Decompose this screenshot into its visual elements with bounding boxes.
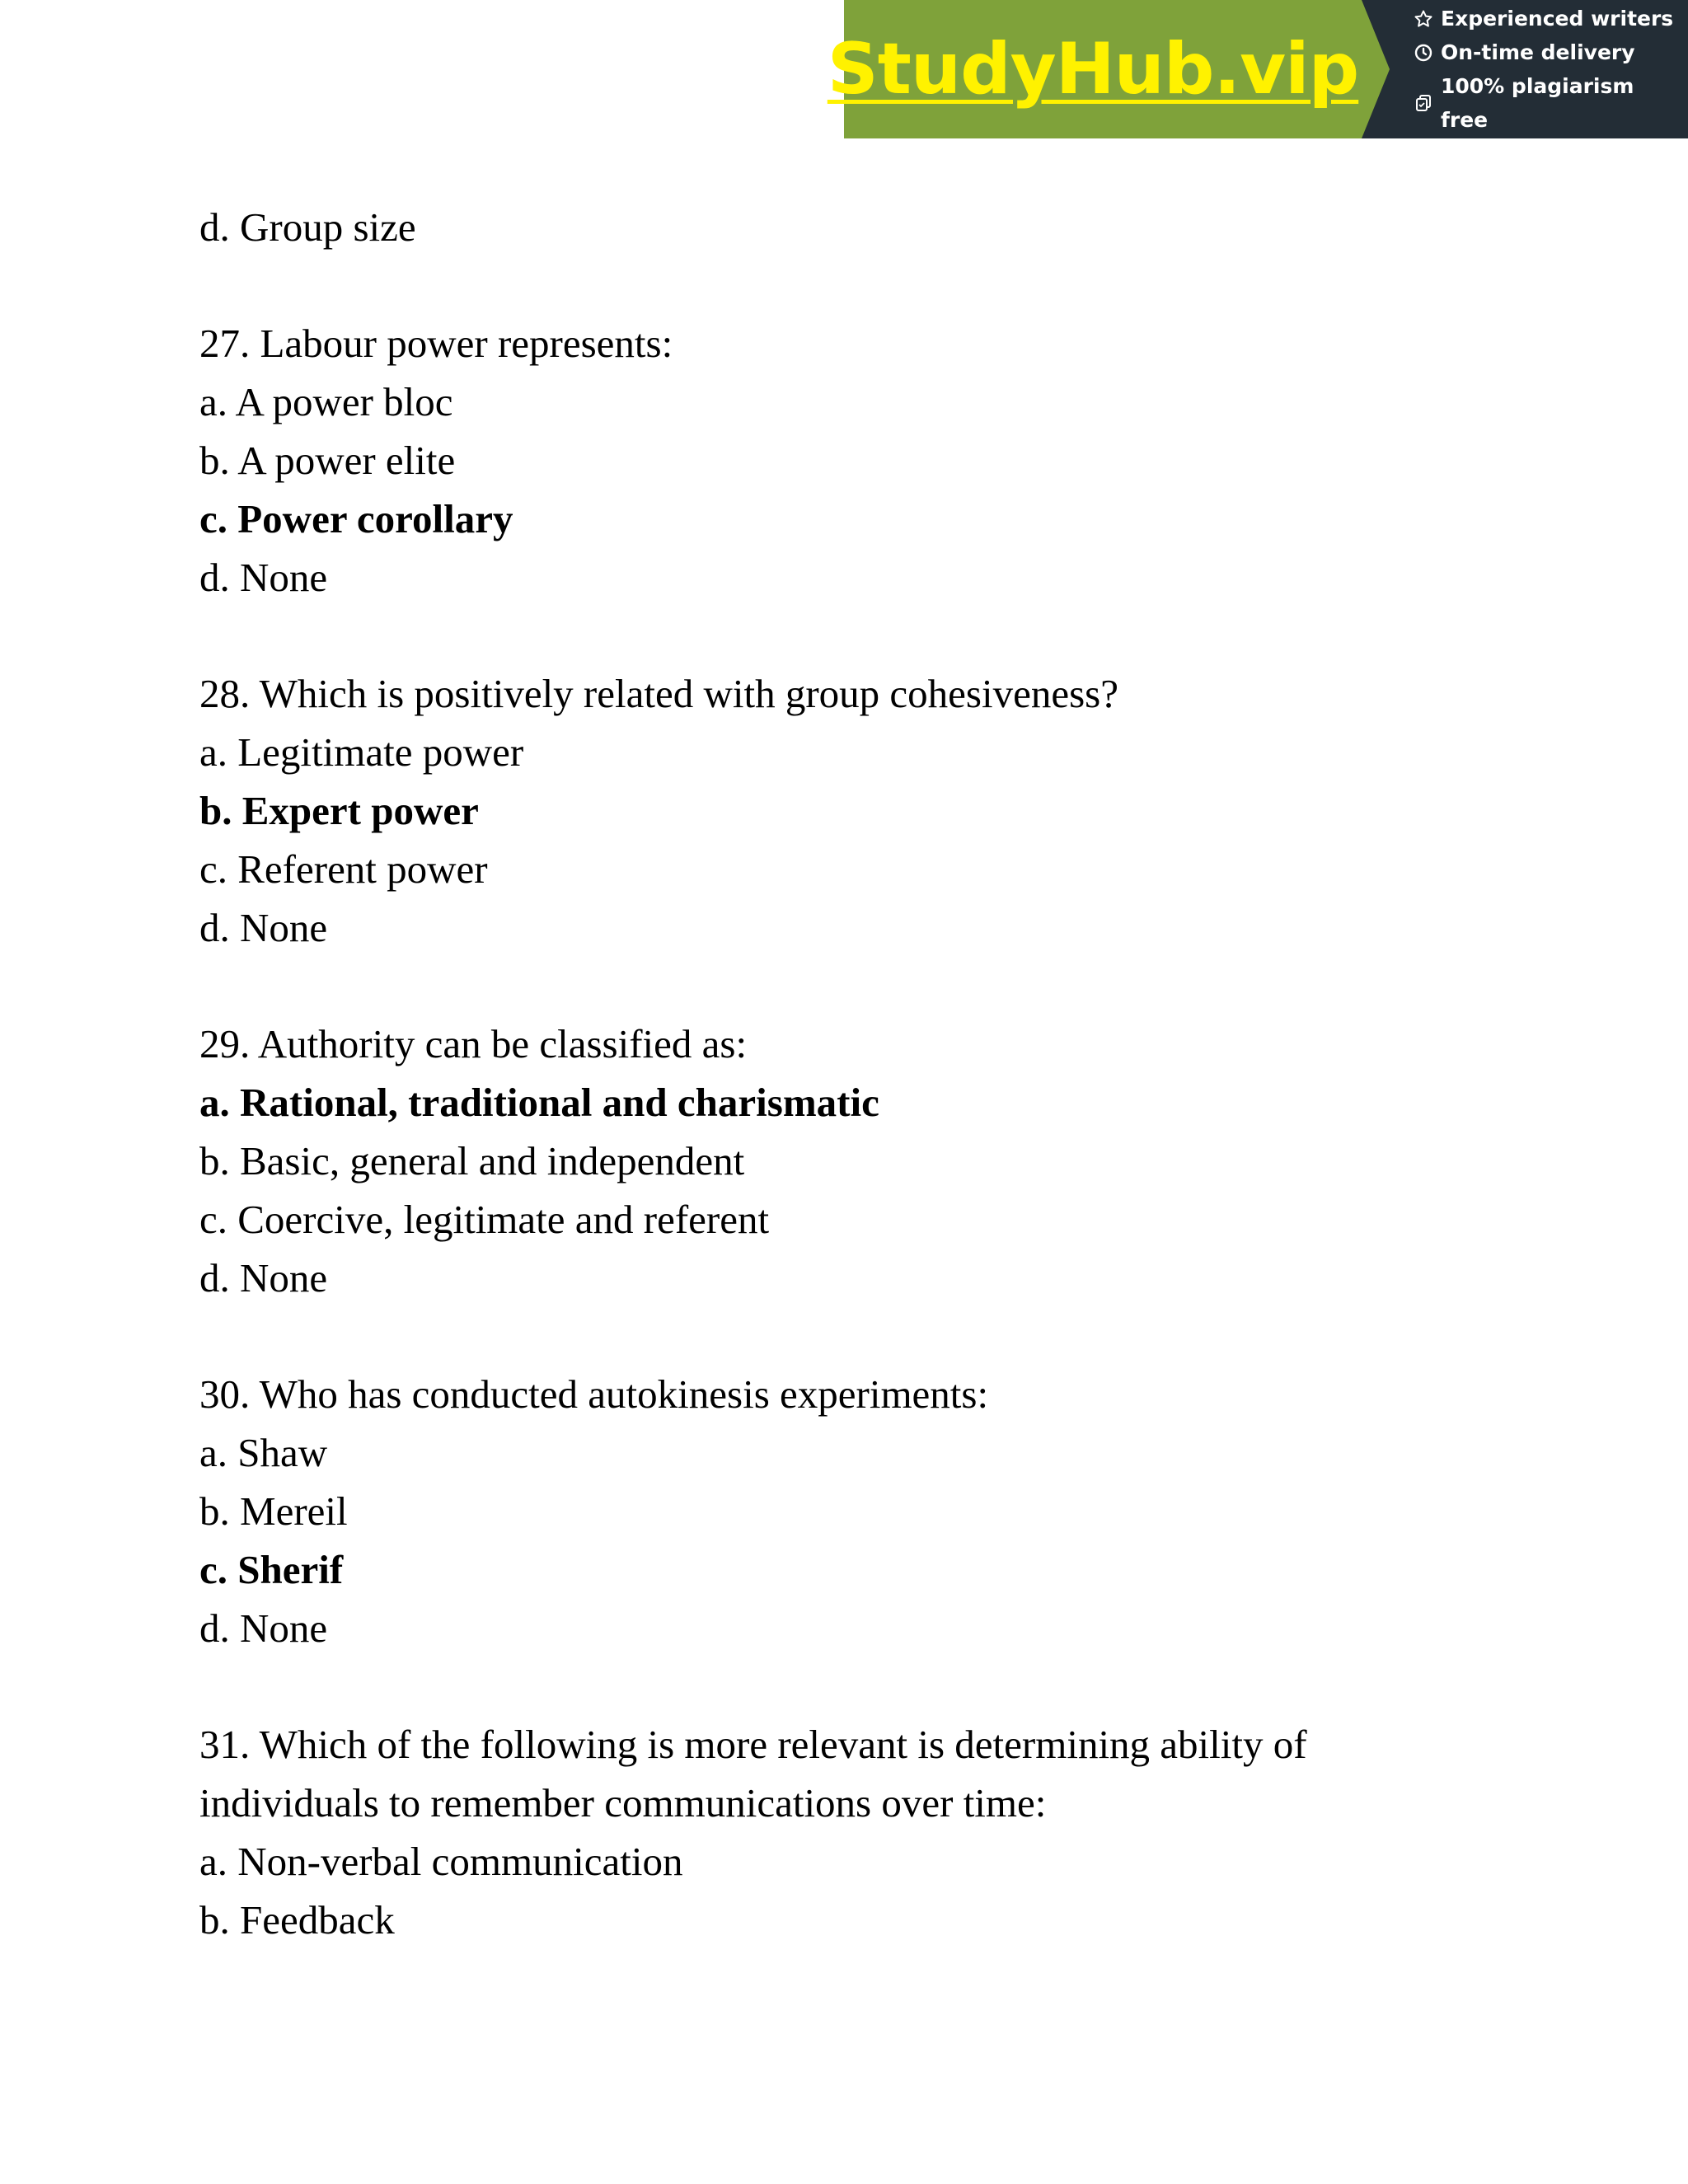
question-text: 28. Which is positively related with group cohesiveness? [199, 671, 1118, 716]
option-b: b. Basic, general and independent [199, 1138, 745, 1183]
option-d: d. Group size [199, 204, 416, 250]
option-d: d. None [199, 1605, 328, 1651]
option-b: b. Feedback [199, 1897, 395, 1943]
option-a: a. A power bloc [199, 379, 453, 424]
question-text-line-2: individuals to remember communications over time: [199, 1780, 1047, 1825]
option-a: a. Legitimate power [199, 729, 524, 775]
option-c-correct: c. Power corollary [199, 496, 513, 541]
question-block-28 [199, 664, 1485, 957]
brand-area [827, 0, 1362, 138]
studyhub-banner[interactable] [827, 0, 1688, 138]
option-b: b. Mereil [199, 1488, 348, 1534]
star-icon [1413, 8, 1434, 30]
question-block-27 [199, 314, 1485, 607]
option-d: d. None [199, 555, 328, 600]
option-c-correct: c. Sherif [199, 1547, 344, 1592]
question-block-29 [199, 1015, 1485, 1307]
option-b: b. A power elite [199, 438, 456, 483]
option-b-correct: b. Expert power [199, 788, 479, 833]
question-text-line-1: 31. Which of the following is more relevant is determining ability of [199, 1722, 1307, 1767]
feature-text: On-time delivery [1441, 40, 1635, 64]
option-a: a. Shaw [199, 1430, 328, 1475]
question-block-26-tail [199, 198, 1485, 256]
question-text: 29. Authority can be classified as: [199, 1021, 748, 1066]
feature-list [1362, 0, 1688, 138]
option-d: d. None [199, 1255, 328, 1301]
question-text: 27. Labour power represents: [199, 321, 673, 366]
question-block-31 [199, 1715, 1485, 1949]
option-c: c. Referent power [199, 846, 488, 892]
brand-logo-text[interactable]: StudyHub.vip [827, 28, 1359, 110]
question-text: 30. Who has conducted autokinesis experiments: [199, 1371, 989, 1417]
clock-icon [1413, 42, 1434, 63]
feature-text: 100% plagiarism free [1440, 74, 1634, 132]
option-d: d. None [199, 905, 328, 950]
copy-icon [1413, 92, 1434, 114]
option-c: c. Coercive, legitimate and referent [199, 1197, 770, 1242]
feature-on-time-delivery [1413, 35, 1688, 69]
question-block-30 [199, 1365, 1485, 1657]
document-content [199, 198, 1485, 1949]
option-a-correct: a. Rational, traditional and charismatic [199, 1080, 879, 1125]
option-a: a. Non-verbal communication [199, 1839, 683, 1884]
feature-text: Experienced writers [1441, 7, 1674, 30]
feature-experienced-writers [1413, 2, 1688, 35]
feature-plagiarism-free [1413, 69, 1688, 137]
